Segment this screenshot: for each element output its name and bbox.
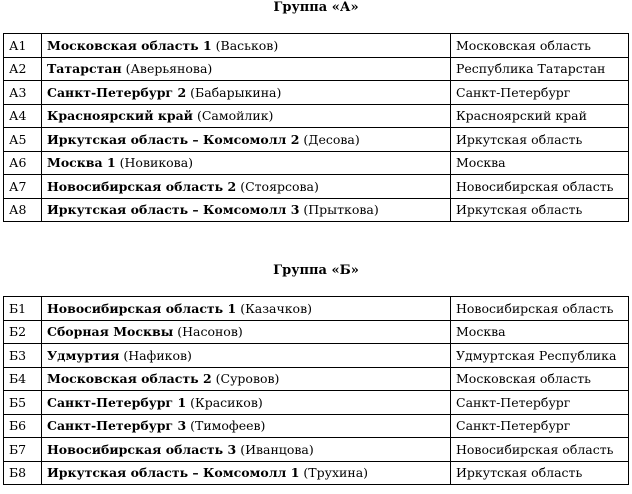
- table-row: [4, 104, 629, 128]
- captain-name: (Стоярсова): [240, 178, 319, 194]
- team-cell: [42, 104, 451, 128]
- table-row: [4, 461, 629, 485]
- team-cell: [42, 438, 451, 462]
- team-code: Б5: [4, 391, 42, 415]
- team-cell: [42, 198, 451, 222]
- team-name: Красноярский край: [47, 108, 193, 124]
- group-b-title: Группа «Б»: [273, 263, 359, 278]
- team-code: А8: [4, 198, 42, 222]
- team-code: Б1: [4, 297, 42, 321]
- team-code: Б6: [4, 414, 42, 438]
- team-cell: [42, 81, 451, 105]
- captain-name: (Васьков): [215, 37, 279, 53]
- team-name: Татарстан: [47, 61, 122, 77]
- captain-name: (Нафиков): [123, 347, 192, 363]
- team-cell: [42, 57, 451, 81]
- team-code: А1: [4, 34, 42, 58]
- region-cell: Москва: [451, 151, 629, 175]
- team-name: Иркутская область – Комсомолл 3: [47, 202, 300, 218]
- region-cell: Московская область: [451, 34, 629, 58]
- table-row: [4, 128, 629, 152]
- table-row: [4, 198, 629, 222]
- team-cell: [42, 34, 451, 58]
- team-code: А4: [4, 104, 42, 128]
- team-name: Иркутская область – Комсомолл 1: [47, 465, 300, 481]
- table-row: [4, 57, 629, 81]
- region-cell: Москва: [451, 320, 629, 344]
- team-name: Санкт-Петербург 2: [47, 84, 187, 100]
- team-name: Новосибирская область 1: [47, 300, 237, 316]
- region-cell: Иркутская область: [451, 461, 629, 485]
- team-name: Сборная Москвы: [47, 324, 174, 340]
- captain-name: (Самойлик): [196, 108, 274, 124]
- region-cell: Красноярский край: [451, 104, 629, 128]
- team-code: Б7: [4, 438, 42, 462]
- table-row: [4, 320, 629, 344]
- team-name: Новосибирская область 2: [47, 178, 237, 194]
- team-cell: [42, 320, 451, 344]
- team-name: Москва 1: [47, 155, 116, 171]
- region-cell: Санкт-Петербург: [451, 81, 629, 105]
- team-cell: [42, 151, 451, 175]
- table-row: [4, 34, 629, 58]
- region-cell: Санкт-Петербург: [451, 391, 629, 415]
- team-code: А2: [4, 57, 42, 81]
- region-cell: Республика Татарстан: [451, 57, 629, 81]
- region-cell: Санкт-Петербург: [451, 414, 629, 438]
- team-code: Б2: [4, 320, 42, 344]
- team-cell: [42, 128, 451, 152]
- team-cell: [42, 461, 451, 485]
- team-name: Санкт-Петербург 3: [47, 418, 187, 434]
- captain-name: (Новикова): [119, 155, 194, 171]
- table-row: [4, 151, 629, 175]
- team-name: Московская область 2: [47, 371, 212, 387]
- captain-name: (Тимофеев): [190, 418, 266, 434]
- captain-name: (Красиков): [190, 394, 263, 410]
- team-code: Б4: [4, 367, 42, 391]
- table-row: [4, 438, 629, 462]
- group-b-table: [3, 296, 629, 485]
- region-cell: Удмуртская Республика: [451, 344, 629, 368]
- team-code: А7: [4, 175, 42, 199]
- team-cell: [42, 175, 451, 199]
- region-cell: Новосибирская область: [451, 297, 629, 321]
- table-row: [4, 391, 629, 415]
- team-code: А3: [4, 81, 42, 105]
- region-cell: Московская область: [451, 367, 629, 391]
- group-a-title: Группа «А»: [273, 0, 359, 15]
- team-cell: [42, 414, 451, 438]
- team-code: Б8: [4, 461, 42, 485]
- group-a-table: [3, 33, 629, 222]
- table-row: [4, 414, 629, 438]
- team-name: Иркутская область – Комсомолл 2: [47, 131, 300, 147]
- region-cell: Иркутская область: [451, 128, 629, 152]
- table-row: [4, 344, 629, 368]
- region-cell: Иркутская область: [451, 198, 629, 222]
- table-row: [4, 175, 629, 199]
- region-cell: Новосибирская область: [451, 438, 629, 462]
- team-code: А5: [4, 128, 42, 152]
- table-row: [4, 367, 629, 391]
- team-code: А6: [4, 151, 42, 175]
- captain-name: (Десова): [303, 131, 360, 147]
- captain-name: (Бабарыкина): [190, 84, 282, 100]
- team-name: Московская область 1: [47, 37, 212, 53]
- captain-name: (Казачков): [240, 300, 312, 316]
- team-name: Новосибирская область 3: [47, 441, 237, 457]
- table-row: [4, 81, 629, 105]
- team-name: Санкт-Петербург 1: [47, 394, 187, 410]
- captain-name: (Аверьянова): [125, 61, 213, 77]
- region-cell: Новосибирская область: [451, 175, 629, 199]
- team-cell: [42, 297, 451, 321]
- team-name: Удмуртия: [47, 347, 120, 363]
- captain-name: (Трухина): [303, 465, 369, 481]
- team-cell: [42, 391, 451, 415]
- captain-name: (Суровов): [215, 371, 280, 387]
- captain-name: (Прыткова): [303, 202, 379, 218]
- table-row: [4, 297, 629, 321]
- captain-name: (Иванцова): [240, 441, 314, 457]
- team-cell: [42, 367, 451, 391]
- team-cell: [42, 344, 451, 368]
- team-code: Б3: [4, 344, 42, 368]
- captain-name: (Насонов): [177, 324, 243, 340]
